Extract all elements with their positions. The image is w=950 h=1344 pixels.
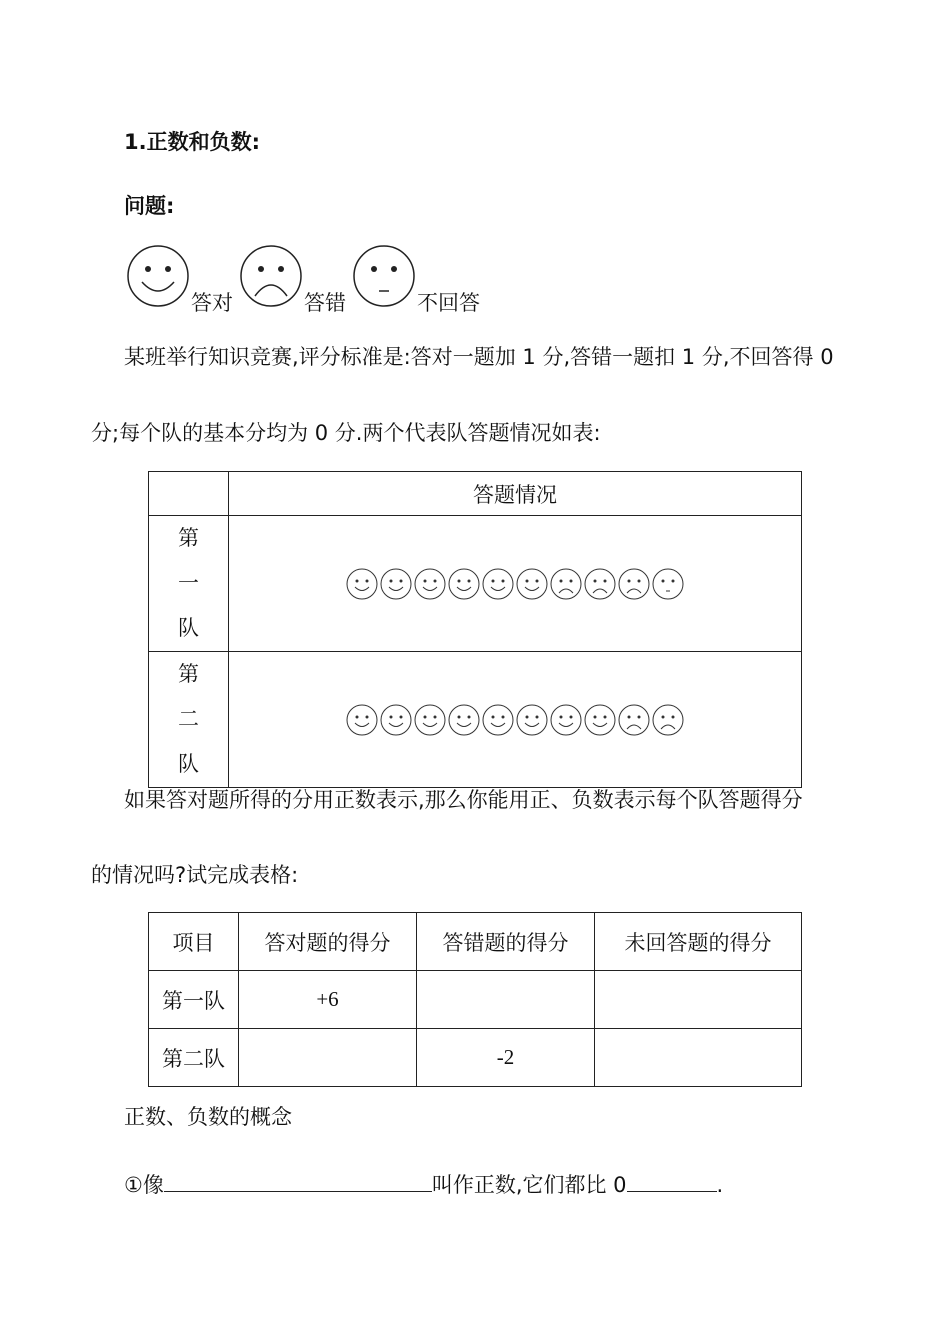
score-table-header-item: 项目 (149, 913, 239, 971)
score-team-two-unanswered[interactable] (595, 1029, 802, 1087)
section-title: 1.正数和负数: (124, 130, 260, 154)
score-table-header-unanswered: 未回答题的得分 (595, 913, 802, 971)
question-line-2: 的情况吗?试完成表格: (91, 863, 299, 887)
smile-face-icon (346, 704, 378, 736)
table1-header: 答题情况 (229, 472, 802, 516)
frown-face-icon (550, 568, 582, 600)
score-team-two-wrong[interactable]: -2 (417, 1029, 595, 1087)
score-table-header-correct: 答对题的得分 (239, 913, 417, 971)
frown-face-icon (584, 568, 616, 600)
concept-title: 正数、负数的概念 (124, 1105, 292, 1129)
team-two-cell: 第 二 队 (149, 652, 229, 788)
intro-line-1: 某班举行知识竞赛,评分标准是:答对一题加 1 分,答错一题扣 1 分,不回答得 0 (124, 345, 834, 369)
concept-item-1-end: . (716, 1173, 724, 1197)
blank-positive-examples[interactable] (164, 1167, 432, 1192)
smile-face-icon (448, 568, 480, 600)
concept-item-1-middle: 叫作正数,它们都比 0 (431, 1173, 627, 1197)
smile-face-icon (346, 568, 378, 600)
table-row (149, 971, 802, 1029)
score-team-one-label: 第一队 (149, 971, 239, 1029)
team-one-cell: 第 一 队 (149, 516, 229, 652)
smile-face-icon (380, 704, 412, 736)
legend-label-correct: 答对 (191, 291, 233, 315)
smile-face-icon (448, 704, 480, 736)
table-row (149, 1029, 802, 1087)
frown-face-icon (652, 704, 684, 736)
score-team-one-wrong[interactable] (417, 971, 595, 1029)
smile-face-icon (516, 568, 548, 600)
frown-face-icon (618, 568, 650, 600)
smile-face-icon (482, 568, 514, 600)
team-two-faces (229, 704, 801, 736)
neutral-face-icon (352, 244, 416, 308)
neutral-face-icon (652, 568, 684, 600)
smile-face-icon (414, 704, 446, 736)
team-one-faces-cell (229, 516, 802, 652)
answer-situation-table (148, 471, 802, 788)
intro-line-2: 分;每个队的基本分均为 0 分.两个代表队答题情况如表: (91, 421, 601, 445)
table-row (149, 516, 802, 652)
frown-face-icon (618, 704, 650, 736)
score-team-one-unanswered[interactable] (595, 971, 802, 1029)
legend-label-wrong: 答错 (304, 291, 346, 315)
score-team-two-label: 第二队 (149, 1029, 239, 1087)
score-team-two-correct[interactable] (239, 1029, 417, 1087)
team-one-faces (229, 568, 801, 600)
table-row (149, 652, 802, 788)
smile-face-icon (482, 704, 514, 736)
smile-face-icon (550, 704, 582, 736)
smile-face-icon (584, 704, 616, 736)
smile-face-icon (414, 568, 446, 600)
score-table-header-wrong: 答错题的得分 (417, 913, 595, 971)
smile-face-icon (380, 568, 412, 600)
smile-face-icon (126, 244, 190, 308)
blank-comparison[interactable] (627, 1167, 717, 1192)
frown-face-icon (239, 244, 303, 308)
concept-item-1 (124, 1167, 723, 1200)
legend-label-no-answer: 不回答 (417, 291, 480, 315)
smile-face-icon (516, 704, 548, 736)
table1-corner-cell (149, 472, 229, 516)
concept-item-1-prefix: ①像 (124, 1173, 164, 1197)
score-table (148, 912, 802, 1087)
score-team-one-correct[interactable]: +6 (239, 971, 417, 1029)
question-line-1: 如果答对题所得的分用正数表示,那么你能用正、负数表示每个队答题得分 (124, 788, 803, 812)
team-two-faces-cell (229, 652, 802, 788)
question-label: 问题: (124, 194, 175, 218)
